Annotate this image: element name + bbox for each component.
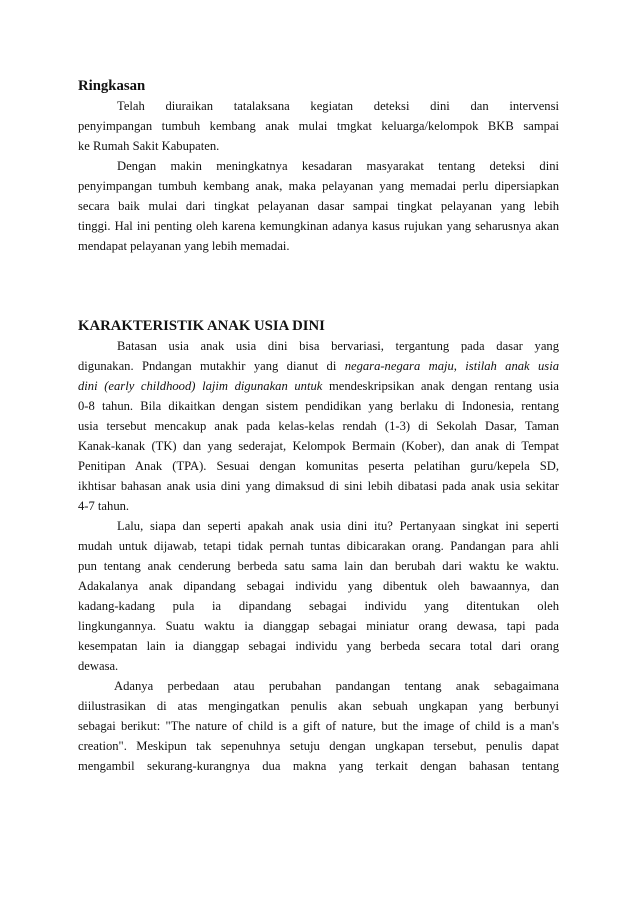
italic-text: dini (early childhood) lajim digunakan untuk (78, 379, 323, 393)
section-heading: KARAKTERISTIK ANAK USIA DINI (78, 318, 325, 334)
text-line (78, 376, 559, 396)
text-line: dewasa. (78, 659, 119, 673)
section-heading: Ringkasan (78, 78, 146, 94)
text-line: mendapat pelayanan yang lebih memadai. (78, 239, 290, 253)
text-line: Lalu, siapa dan seperti apakah anak usia dini itu? Pertanyaan singkat ini seperti (117, 519, 559, 533)
text-line: ke Rumah Sakit Kabupaten. (78, 139, 220, 153)
text-line: Penitipan Anak (TPA). Sesuai dengan komunitas peserta pelatihan guru/kepela SD, (78, 459, 559, 473)
text-line: 4-7 tahun. (78, 499, 130, 513)
text-line: sebagai berikut: "The nature of child is a gift of nature, but the image of child is a man's (78, 719, 559, 733)
text-line: Adakalanya anak dipandang sebagai individu yang dibentuk oleh bawaannya, dan (78, 579, 559, 593)
text-line: kesempatan lain ia dianggap sebagai individu yang berbeda secara total dari orang (78, 639, 559, 653)
text-line: Telah diuraikan tatalaksana kegiatan deteksi dini dan intervensi (117, 99, 559, 113)
text-line: diilustrasikan di atas mengingatkan penulis akan sebuah ungkapan yang berbunyi (78, 699, 559, 713)
text-line: mengambil sekurang-kurangnya dua makna yang terkait dengan bahasan tentang (78, 759, 559, 773)
text-line: ikhtisar bahasan anak usia dini yang dimaksud di sini lebih dibatasi pada anak usia sekitar (78, 479, 559, 493)
text-line: lingkungannya. Suatu waktu ia dianggap sebagai miniatur orang dewasa, tapi pada (78, 619, 559, 633)
paragraph (78, 516, 559, 676)
text-line: mudah untuk dijawab, tetapi tidak pernah tuntas dibicarakan orang. Pandangan para ahli (78, 539, 559, 553)
paragraph (78, 156, 559, 256)
paragraph (78, 96, 559, 156)
text-line (78, 356, 559, 376)
text-run: mendeskripsikan anak dengan rentang usia (322, 379, 559, 393)
text-line: Dengan makin meningkatnya kesadaran masyarakat tentang deteksi dini (117, 159, 559, 173)
text-line: kadang-kadang pula ia dipandang sebagai individu yang ditentukan oleh (78, 599, 559, 613)
paragraph (78, 676, 559, 776)
text-line: Kanak-kanak (TK) dan yang sederajat, Kelompok Bermain (Kober), dan anak di Tempat (78, 439, 559, 453)
text-line: Adanya perbedaan atau perubahan pandangan tentang anak sebagaimana (114, 679, 559, 693)
text-line: 0-8 tahun. Bila dikaitkan dengan sistem pendidikan yang berlaku di Indonesia, rentang (78, 399, 559, 413)
text-line: penyimpangan tumbuh kembang anak mulai tmgkat keluarga/kelompok BKB sampai (78, 119, 559, 133)
italic-text: negara-negara maju, istilah anak usia (344, 359, 559, 373)
text-line: tinggi. Hal ini penting oleh karena kemungkinan adanya kasus rujukan yang seharusnya akan (78, 219, 559, 233)
text-run: digunakan. Pndangan mutakhir yang dianut di (78, 359, 345, 373)
text-line: penyimpangan tumbuh kembang anak, maka pelayanan yang memadai perlu dipersiapkan (78, 179, 559, 193)
text-line: pun tentang anak cenderung berbeda satu sama lain dan berubah dari waktu ke waktu. (78, 559, 559, 573)
text-line: creation". Meskipun tak sepenuhnya setuju dengan ungkapan tersebut, penulis dapat (78, 739, 559, 753)
text-line: Batasan usia anak usia dini bisa bervariasi, tergantung pada dasar yang (117, 339, 559, 353)
text-line: usia tersebut mencakup anak pada kelas-kelas rendah (1-3) di Sekolah Dasar, Taman (78, 419, 559, 433)
text-line: secara baik mulai dari tingkat pelayanan dasar sampai tingkat pelayanan yang lebih (78, 199, 559, 213)
section-ringkasan (78, 76, 559, 256)
paragraph (78, 336, 559, 516)
section-karakteristik (78, 316, 559, 776)
